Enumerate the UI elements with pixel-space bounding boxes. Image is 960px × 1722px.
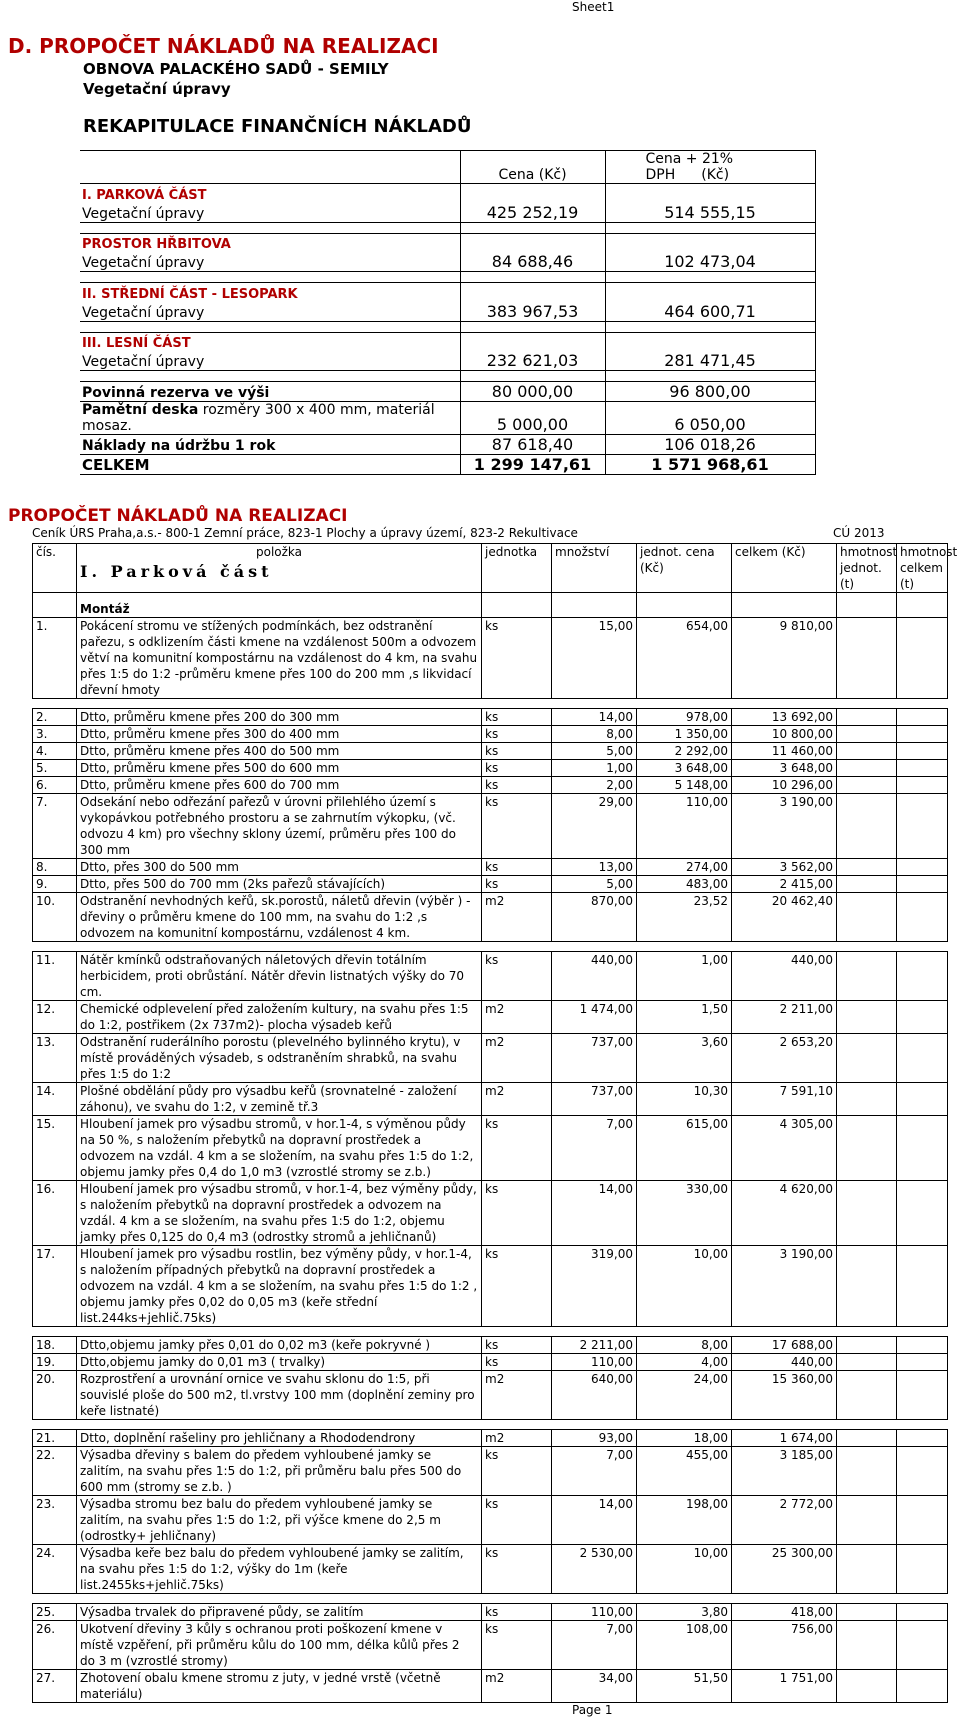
item-weight-total	[897, 859, 948, 876]
item-total: 7 591,10	[732, 1083, 837, 1116]
item-unit: ks	[482, 777, 552, 794]
item-unit-price: 24,00	[637, 1371, 732, 1420]
item-quantity: 2 530,00	[552, 1545, 637, 1594]
table-row	[33, 1001, 948, 1034]
item-quantity: 7,00	[552, 1116, 637, 1181]
item-unit: m2	[482, 1430, 552, 1447]
item-total: 756,00	[732, 1621, 837, 1670]
item-total: 10 800,00	[732, 726, 837, 743]
item-weight-total	[897, 1670, 948, 1703]
item-weight-unit	[837, 726, 897, 743]
item-unit: ks	[482, 1447, 552, 1496]
item-quantity: 110,00	[552, 1354, 637, 1371]
item-quantity: 870,00	[552, 893, 637, 942]
item-weight-unit	[837, 893, 897, 942]
item-weight-unit	[837, 709, 897, 726]
item-weight-unit	[837, 1545, 897, 1594]
item-total: 1 751,00	[732, 1670, 837, 1703]
item-number: 5.	[33, 760, 77, 777]
table-row	[33, 726, 948, 743]
item-weight-total	[897, 1246, 948, 1327]
item-description: Dtto, doplnění rašeliny pro jehličnany a Rhododendrony	[77, 1430, 482, 1447]
item-quantity: 5,00	[552, 876, 637, 893]
sheet-tab[interactable]: Sheet1	[572, 0, 615, 14]
table-row	[33, 952, 948, 1001]
table-row	[33, 893, 948, 942]
item-number: 1.	[33, 618, 77, 699]
item-unit: ks	[482, 709, 552, 726]
item-weight-unit	[837, 1116, 897, 1181]
pricelist-note: Ceník ÚRS Praha,a.s.- 800-1 Zemní práce, 823-1 Plochy a úpravy území, 823-2 Rekultivace	[32, 526, 578, 540]
item-weight-total	[897, 1545, 948, 1594]
item-number: 22.	[33, 1447, 77, 1496]
item-weight-unit	[837, 952, 897, 1001]
item-weight-total	[897, 876, 948, 893]
item-description: Rozprostření a urovnání ornice ve svahu sklonu do 1:5, při souvislé ploše do 500 m2, tl.vrstvy 100 mm (doplnění zeminy pro keře listnaté)	[77, 1371, 482, 1420]
item-weight-unit	[837, 618, 897, 699]
item-total: 3 562,00	[732, 859, 837, 876]
item-quantity: 110,00	[552, 1604, 637, 1621]
item-number: 10.	[33, 893, 77, 942]
item-total: 13 692,00	[732, 709, 837, 726]
item-description: Výsadba keře bez balu do předem vyhloubené jamky se zalitím, na svahu přes 1:5 do 1:2, výšky do 1m (keře list.2455ks+jehlič.75ks)	[77, 1545, 482, 1594]
summary-col-vat: Cena + 21% DPH (Kč)	[605, 151, 815, 184]
item-number: 23.	[33, 1496, 77, 1545]
item-unit-price: 198,00	[637, 1496, 732, 1545]
item-weight-total	[897, 743, 948, 760]
item-description: Dtto, průměru kmene přes 500 do 600 mm	[77, 760, 482, 777]
item-number: 18.	[33, 1337, 77, 1354]
item-weight-total	[897, 1181, 948, 1246]
item-weight-unit	[837, 1181, 897, 1246]
item-description: Plošné obdělání půdy pro výsadbu keřů (srovnatelné - založení záhonu), ve svahu do 1:2, v zemině tř.3	[77, 1083, 482, 1116]
table-row	[33, 1337, 948, 1354]
table-row	[33, 777, 948, 794]
item-number: 16.	[33, 1181, 77, 1246]
item-unit-price: 483,00	[637, 876, 732, 893]
item-number: 19.	[33, 1354, 77, 1371]
item-quantity: 15,00	[552, 618, 637, 699]
item-quantity: 34,00	[552, 1670, 637, 1703]
section-name: PROSTOR HŘBITOVA	[80, 233, 460, 252]
section-price: 383 967,53	[460, 302, 605, 322]
item-description: Dtto, průměru kmene přes 400 do 500 mm	[77, 743, 482, 760]
item-number: 8.	[33, 859, 77, 876]
item-weight-total	[897, 726, 948, 743]
item-unit: ks	[482, 952, 552, 1001]
section-price: 232 621,03	[460, 351, 605, 371]
item-total: 4 620,00	[732, 1181, 837, 1246]
part-title: I. Parková část	[80, 562, 273, 581]
table-row	[33, 1604, 948, 1621]
item-total: 3 648,00	[732, 760, 837, 777]
item-quantity: 7,00	[552, 1621, 637, 1670]
item-description: Dtto,objemu jamky přes 0,01 do 0,02 m3 (keře pokryvné )	[77, 1337, 482, 1354]
item-unit-price: 2 292,00	[637, 743, 732, 760]
item-total: 25 300,00	[732, 1545, 837, 1594]
item-unit-price: 1 350,00	[637, 726, 732, 743]
item-weight-unit	[837, 1447, 897, 1496]
item-unit: m2	[482, 1034, 552, 1083]
item-quantity: 1,00	[552, 760, 637, 777]
item-unit-price: 110,00	[637, 794, 732, 859]
item-weight-unit	[837, 794, 897, 859]
item-total: 418,00	[732, 1604, 837, 1621]
item-weight-unit	[837, 1034, 897, 1083]
item-weight-unit	[837, 743, 897, 760]
item-unit: ks	[482, 1354, 552, 1371]
item-description: Dtto,objemu jamky do 0,01 m3 ( trvalky)	[77, 1354, 482, 1371]
reserve-vat: 96 800,00	[605, 382, 815, 402]
items-table	[32, 543, 958, 1703]
item-weight-unit	[837, 1430, 897, 1447]
item-weight-unit	[837, 1604, 897, 1621]
item-weight-total	[897, 1083, 948, 1116]
item-description: Hloubení jamek pro výsadbu stromů, v hor.1-4, s výměnou půdy na 50 %, s naložením přebytků na dopravní prostředek a odvozem na vzdál. 4 km a se složením, na svahu přes 1:5 do 1:2, objemu jamky přes 0,4 do 1,0 m3 (vzrostlé stromy se z.b.)	[77, 1116, 482, 1181]
item-quantity: 8,00	[552, 726, 637, 743]
col-weight-total: hmotnost celkem (t)	[897, 544, 948, 593]
item-description: Zhotovení obalu kmene stromu z juty, v jedné vrstě (včetně materiálu)	[77, 1670, 482, 1703]
item-number: 7.	[33, 794, 77, 859]
item-quantity: 29,00	[552, 794, 637, 859]
item-total: 440,00	[732, 952, 837, 1001]
item-unit: ks	[482, 743, 552, 760]
item-unit-price: 3,80	[637, 1604, 732, 1621]
item-weight-total	[897, 1447, 948, 1496]
item-unit-price: 18,00	[637, 1430, 732, 1447]
item-weight-unit	[837, 859, 897, 876]
col-unit: jednotka	[482, 544, 552, 593]
col-total: celkem (Kč)	[732, 544, 837, 593]
item-unit-price: 23,52	[637, 893, 732, 942]
item-unit-price: 51,50	[637, 1670, 732, 1703]
item-quantity: 319,00	[552, 1246, 637, 1327]
document-title: D. PROPOČET NÁKLADŮ NA REALIZACI	[8, 34, 439, 58]
item-total: 2 653,20	[732, 1034, 837, 1083]
section-line: Vegetační úpravy	[80, 203, 460, 223]
item-number: 24.	[33, 1545, 77, 1594]
section-name: II. STŘEDNÍ ČÁST - LESOPARK	[80, 283, 460, 302]
item-number: 11.	[33, 952, 77, 1001]
item-total: 2 772,00	[732, 1496, 837, 1545]
item-description: Výsadba trvalek do připravené půdy, se zalitím	[77, 1604, 482, 1621]
item-weight-total	[897, 1496, 948, 1545]
item-unit: ks	[482, 1621, 552, 1670]
item-quantity: 14,00	[552, 1496, 637, 1545]
item-unit: ks	[482, 876, 552, 893]
item-unit: ks	[482, 1116, 552, 1181]
table-row	[33, 1083, 948, 1116]
item-number: 15.	[33, 1116, 77, 1181]
item-unit-price: 5 148,00	[637, 777, 732, 794]
item-description: Chemické odplevelení před založením kultury, na svahu přes 1:5 do 1:2, postřikem (2x 737m2)- plocha výsadeb keřů	[77, 1001, 482, 1034]
item-unit: ks	[482, 760, 552, 777]
item-description: Dtto, průměru kmene přes 600 do 700 mm	[77, 777, 482, 794]
col-qty: množství	[552, 544, 637, 593]
item-unit: m2	[482, 1371, 552, 1420]
item-description: Dtto, přes 300 do 500 mm	[77, 859, 482, 876]
table-row	[33, 859, 948, 876]
item-total: 17 688,00	[732, 1337, 837, 1354]
item-weight-total	[897, 1001, 948, 1034]
item-unit-price: 654,00	[637, 618, 732, 699]
item-unit: m2	[482, 1001, 552, 1034]
item-unit-price: 274,00	[637, 859, 732, 876]
item-total: 20 462,40	[732, 893, 837, 942]
reserve-label: Povinná rezerva ve výši	[80, 382, 460, 402]
item-quantity: 2,00	[552, 777, 637, 794]
page-number: Page 1	[572, 1703, 613, 1717]
item-number: 9.	[33, 876, 77, 893]
item-total: 3 190,00	[732, 1246, 837, 1327]
item-quantity: 640,00	[552, 1371, 637, 1420]
item-number: 6.	[33, 777, 77, 794]
section-vat: 281 471,45	[605, 351, 815, 371]
section-vat: 102 473,04	[605, 252, 815, 272]
item-unit-price: 10,30	[637, 1083, 732, 1116]
col-num: čís.	[33, 544, 77, 593]
item-quantity: 14,00	[552, 709, 637, 726]
section-vat: 464 600,71	[605, 302, 815, 322]
item-number: 3.	[33, 726, 77, 743]
item-description: Hloubení jamek pro výsadbu rostlin, bez výměny půdy, v hor.1-4, s naložením případných přebytků na dopravní prostředek a odvozem na vzdál. 4 km a se složením, na svahu přes 1:5 do 1:2 , objemu jamky přes 0,02 do 0,05 m3 (keře střední list.244ks+jehlič.75ks)	[77, 1246, 482, 1327]
item-unit: ks	[482, 726, 552, 743]
item-unit-price: 10,00	[637, 1545, 732, 1594]
section-price: 84 688,46	[460, 252, 605, 272]
item-description: Dtto, přes 500 do 700 mm (2ks pařezů stávajících)	[77, 876, 482, 893]
summary-col-price: Cena (Kč)	[460, 151, 605, 184]
item-quantity: 14,00	[552, 1181, 637, 1246]
table-row	[33, 1034, 948, 1083]
item-weight-unit	[837, 1621, 897, 1670]
item-unit-price: 8,00	[637, 1337, 732, 1354]
item-weight-unit	[837, 1246, 897, 1327]
item-weight-total	[897, 1430, 948, 1447]
item-weight-unit	[837, 1354, 897, 1371]
table-row	[33, 1181, 948, 1246]
col-item: položka I. Parková část	[77, 544, 482, 593]
item-weight-total	[897, 1604, 948, 1621]
table-row	[33, 1545, 948, 1594]
item-number: 17.	[33, 1246, 77, 1327]
table-row	[33, 760, 948, 777]
table-row	[33, 1621, 948, 1670]
item-description: Ukotvení dřeviny 3 kůly s ochranou proti poškození kmene v místě vzpěření, při průměru kůlu do 100 mm, délka kůlů přes 2 do 3 m (vzrostlé stromy)	[77, 1621, 482, 1670]
item-weight-total	[897, 794, 948, 859]
table-row	[33, 1246, 948, 1327]
project-name: OBNOVA PALACKÉHO SADŮ - SEMILY	[83, 60, 389, 78]
item-unit: m2	[482, 1083, 552, 1116]
plaque-price: 5 000,00	[460, 402, 605, 435]
item-unit: ks	[482, 1337, 552, 1354]
item-unit-price: 615,00	[637, 1116, 732, 1181]
item-total: 2 211,00	[732, 1001, 837, 1034]
item-weight-total	[897, 1371, 948, 1420]
item-description: Odstranění ruderálního porostu (plevelného bylinného krytu), v místě prováděných výsadeb, s odstraněním shrabků, na svahu přes 1:5 do 1:2	[77, 1034, 482, 1083]
item-unit: ks	[482, 1496, 552, 1545]
item-unit-price: 10,00	[637, 1246, 732, 1327]
item-weight-total	[897, 760, 948, 777]
item-unit: m2	[482, 893, 552, 942]
item-unit-price: 978,00	[637, 709, 732, 726]
recap-title: REKAPITULACE FINANČNÍCH NÁKLADŮ	[83, 116, 472, 137]
item-quantity: 7,00	[552, 1447, 637, 1496]
item-unit: m2	[482, 1670, 552, 1703]
item-total: 15 360,00	[732, 1371, 837, 1420]
item-unit: ks	[482, 1604, 552, 1621]
item-number: 14.	[33, 1083, 77, 1116]
item-weight-unit	[837, 1083, 897, 1116]
item-quantity: 13,00	[552, 859, 637, 876]
item-quantity: 1 474,00	[552, 1001, 637, 1034]
item-weight-total	[897, 777, 948, 794]
item-description: Výsadba stromu bez balu do předem vyhloubené jamky se zalitím, na svahu přes 1:5 do 1:2, při výšce kmene do 2,5 m (odrostky+ jehličnany)	[77, 1496, 482, 1545]
item-weight-total	[897, 709, 948, 726]
item-weight-total	[897, 618, 948, 699]
item-number: 4.	[33, 743, 77, 760]
item-weight-total	[897, 1116, 948, 1181]
item-unit: ks	[482, 1181, 552, 1246]
item-description: Odsekání nebo odřezání pařezů v úrovni přilehlého území s vykopávkou potřebného prostoru a se zahrnutím výkopku, (vč. odvozu 4 km) pro všechny sklony území, průměru přes 100 do 300 mm	[77, 794, 482, 859]
item-unit: ks	[482, 794, 552, 859]
item-total: 440,00	[732, 1354, 837, 1371]
total-price: 1 299 147,61	[460, 455, 605, 475]
item-unit-price: 3 648,00	[637, 760, 732, 777]
item-weight-unit	[837, 1337, 897, 1354]
item-quantity: 440,00	[552, 952, 637, 1001]
item-unit-price: 1,00	[637, 952, 732, 1001]
item-description: Nátěr kmínků odstraňovaných náletových dřevin totálním herbicidem, proti obrůstání. Nátěr dřevin listnatých výšky do 70 cm.	[77, 952, 482, 1001]
table-row	[33, 1371, 948, 1420]
item-number: 13.	[33, 1034, 77, 1083]
section-line: Vegetační úpravy	[80, 351, 460, 371]
item-unit-price: 1,50	[637, 1001, 732, 1034]
item-unit-price: 3,60	[637, 1034, 732, 1083]
item-total: 2 415,00	[732, 876, 837, 893]
table-row	[33, 618, 948, 699]
item-weight-unit	[837, 876, 897, 893]
item-weight-total	[897, 1354, 948, 1371]
item-weight-unit	[837, 777, 897, 794]
item-unit-price: 455,00	[637, 1447, 732, 1496]
item-total: 10 296,00	[732, 777, 837, 794]
item-weight-unit	[837, 760, 897, 777]
item-number: 25.	[33, 1604, 77, 1621]
maintenance-price: 87 618,40	[460, 435, 605, 455]
item-quantity: 93,00	[552, 1430, 637, 1447]
item-weight-total	[897, 952, 948, 1001]
item-total: 3 185,00	[732, 1447, 837, 1496]
item-weight-total	[897, 893, 948, 942]
section-vat: 514 555,15	[605, 203, 815, 223]
table-row	[33, 1354, 948, 1371]
maintenance-label: Náklady na údržbu 1 rok	[80, 435, 460, 455]
item-quantity: 737,00	[552, 1083, 637, 1116]
item-description: Dtto, průměru kmene přes 300 do 400 mm	[77, 726, 482, 743]
table-row	[33, 1670, 948, 1703]
plaque-vat: 6 050,00	[605, 402, 815, 435]
item-description: Pokácení stromu ve stížených podmínkách, bez odstranění pařezu, s odklizením části kmene na vzdálenost 500m a odvozem větví na komunitní kompostárnu na vzdálenost do 4 km, na svahu přes 1:5 do 1:2 -průměru kmene přes 100 do 200 mm ,s likvidací dřevní hmoty	[77, 618, 482, 699]
item-number: 2.	[33, 709, 77, 726]
section-name: III. LESNÍ ČÁST	[80, 332, 460, 351]
col-weight-unit: hmotnost jednot.(t)	[837, 544, 897, 593]
item-weight-unit	[837, 1001, 897, 1034]
table-row	[33, 743, 948, 760]
item-unit-price: 330,00	[637, 1181, 732, 1246]
section-name: I. PARKOVÁ ČÁST	[80, 184, 460, 203]
project-scope: Vegetační úpravy	[83, 80, 231, 98]
item-unit-price: 108,00	[637, 1621, 732, 1670]
item-description: Výsadba dřeviny s balem do předem vyhloubené jamky se zalitím, na svahu přes 1:5 do 1:2, při průměru balu přes 500 do 600 mm (stromy se z.b. )	[77, 1447, 482, 1496]
item-number: 27.	[33, 1670, 77, 1703]
cu-label: CÚ 2013	[833, 526, 885, 540]
table-row	[33, 1116, 948, 1181]
table-row	[33, 1496, 948, 1545]
item-weight-unit	[837, 1670, 897, 1703]
item-total: 3 190,00	[732, 794, 837, 859]
maintenance-vat: 106 018,26	[605, 435, 815, 455]
section-price: 425 252,19	[460, 203, 605, 223]
item-unit: ks	[482, 1545, 552, 1594]
item-weight-unit	[837, 1371, 897, 1420]
item-description: Dtto, průměru kmene přes 200 do 300 mm	[77, 709, 482, 726]
section-line: Vegetační úpravy	[80, 302, 460, 322]
table-row	[33, 1430, 948, 1447]
total-vat: 1 571 968,61	[605, 455, 815, 475]
item-total: 11 460,00	[732, 743, 837, 760]
item-quantity: 2 211,00	[552, 1337, 637, 1354]
item-weight-total	[897, 1034, 948, 1083]
item-description: Hloubení jamek pro výsadbu stromů, v hor.1-4, bez výměny půdy, s naložením přebytků na dopravní prostředek a odvozem na vzdál. 4 km a se složením, na svahu přes 1:5 do 1:2, objemu jamky přes 0,125 do 0,4 m3 (odrostky stromů a jehličnanů)	[77, 1181, 482, 1246]
item-weight-total	[897, 1337, 948, 1354]
item-unit: ks	[482, 1246, 552, 1327]
summary-table	[80, 150, 816, 475]
item-weight-total	[897, 1621, 948, 1670]
item-total: 4 305,00	[732, 1116, 837, 1181]
item-number: 20.	[33, 1371, 77, 1420]
item-description: Odstranění nevhodných keřů, sk.porostů, náletů dřevin (výběr ) - dřeviny o průměru kmene do 100 mm, na svahu do 1:2 ,s odvozem na komunitní kompostárnu, vzdálenost 4 km.	[77, 893, 482, 942]
item-number: 21.	[33, 1430, 77, 1447]
col-unit-price: jednot. cena (Kč)	[637, 544, 732, 593]
item-total: 1 674,00	[732, 1430, 837, 1447]
montaz-label: Montáž	[77, 593, 482, 618]
table-row	[33, 1447, 948, 1496]
table-row	[33, 709, 948, 726]
item-total: 9 810,00	[732, 618, 837, 699]
item-unit: ks	[482, 859, 552, 876]
item-quantity: 5,00	[552, 743, 637, 760]
table-row	[33, 794, 948, 859]
table-row	[33, 876, 948, 893]
plaque-label: Pamětní deska rozměry 300 x 400 mm, materiál mosaz.	[80, 402, 460, 435]
item-number: 12.	[33, 1001, 77, 1034]
item-unit-price: 4,00	[637, 1354, 732, 1371]
item-unit: ks	[482, 618, 552, 699]
item-number: 26.	[33, 1621, 77, 1670]
section-line: Vegetační úpravy	[80, 252, 460, 272]
item-quantity: 737,00	[552, 1034, 637, 1083]
estimate-title: PROPOČET NÁKLADŮ NA REALIZACI	[8, 506, 348, 526]
total-label: CELKEM	[80, 455, 460, 475]
reserve-price: 80 000,00	[460, 382, 605, 402]
item-weight-unit	[837, 1496, 897, 1545]
